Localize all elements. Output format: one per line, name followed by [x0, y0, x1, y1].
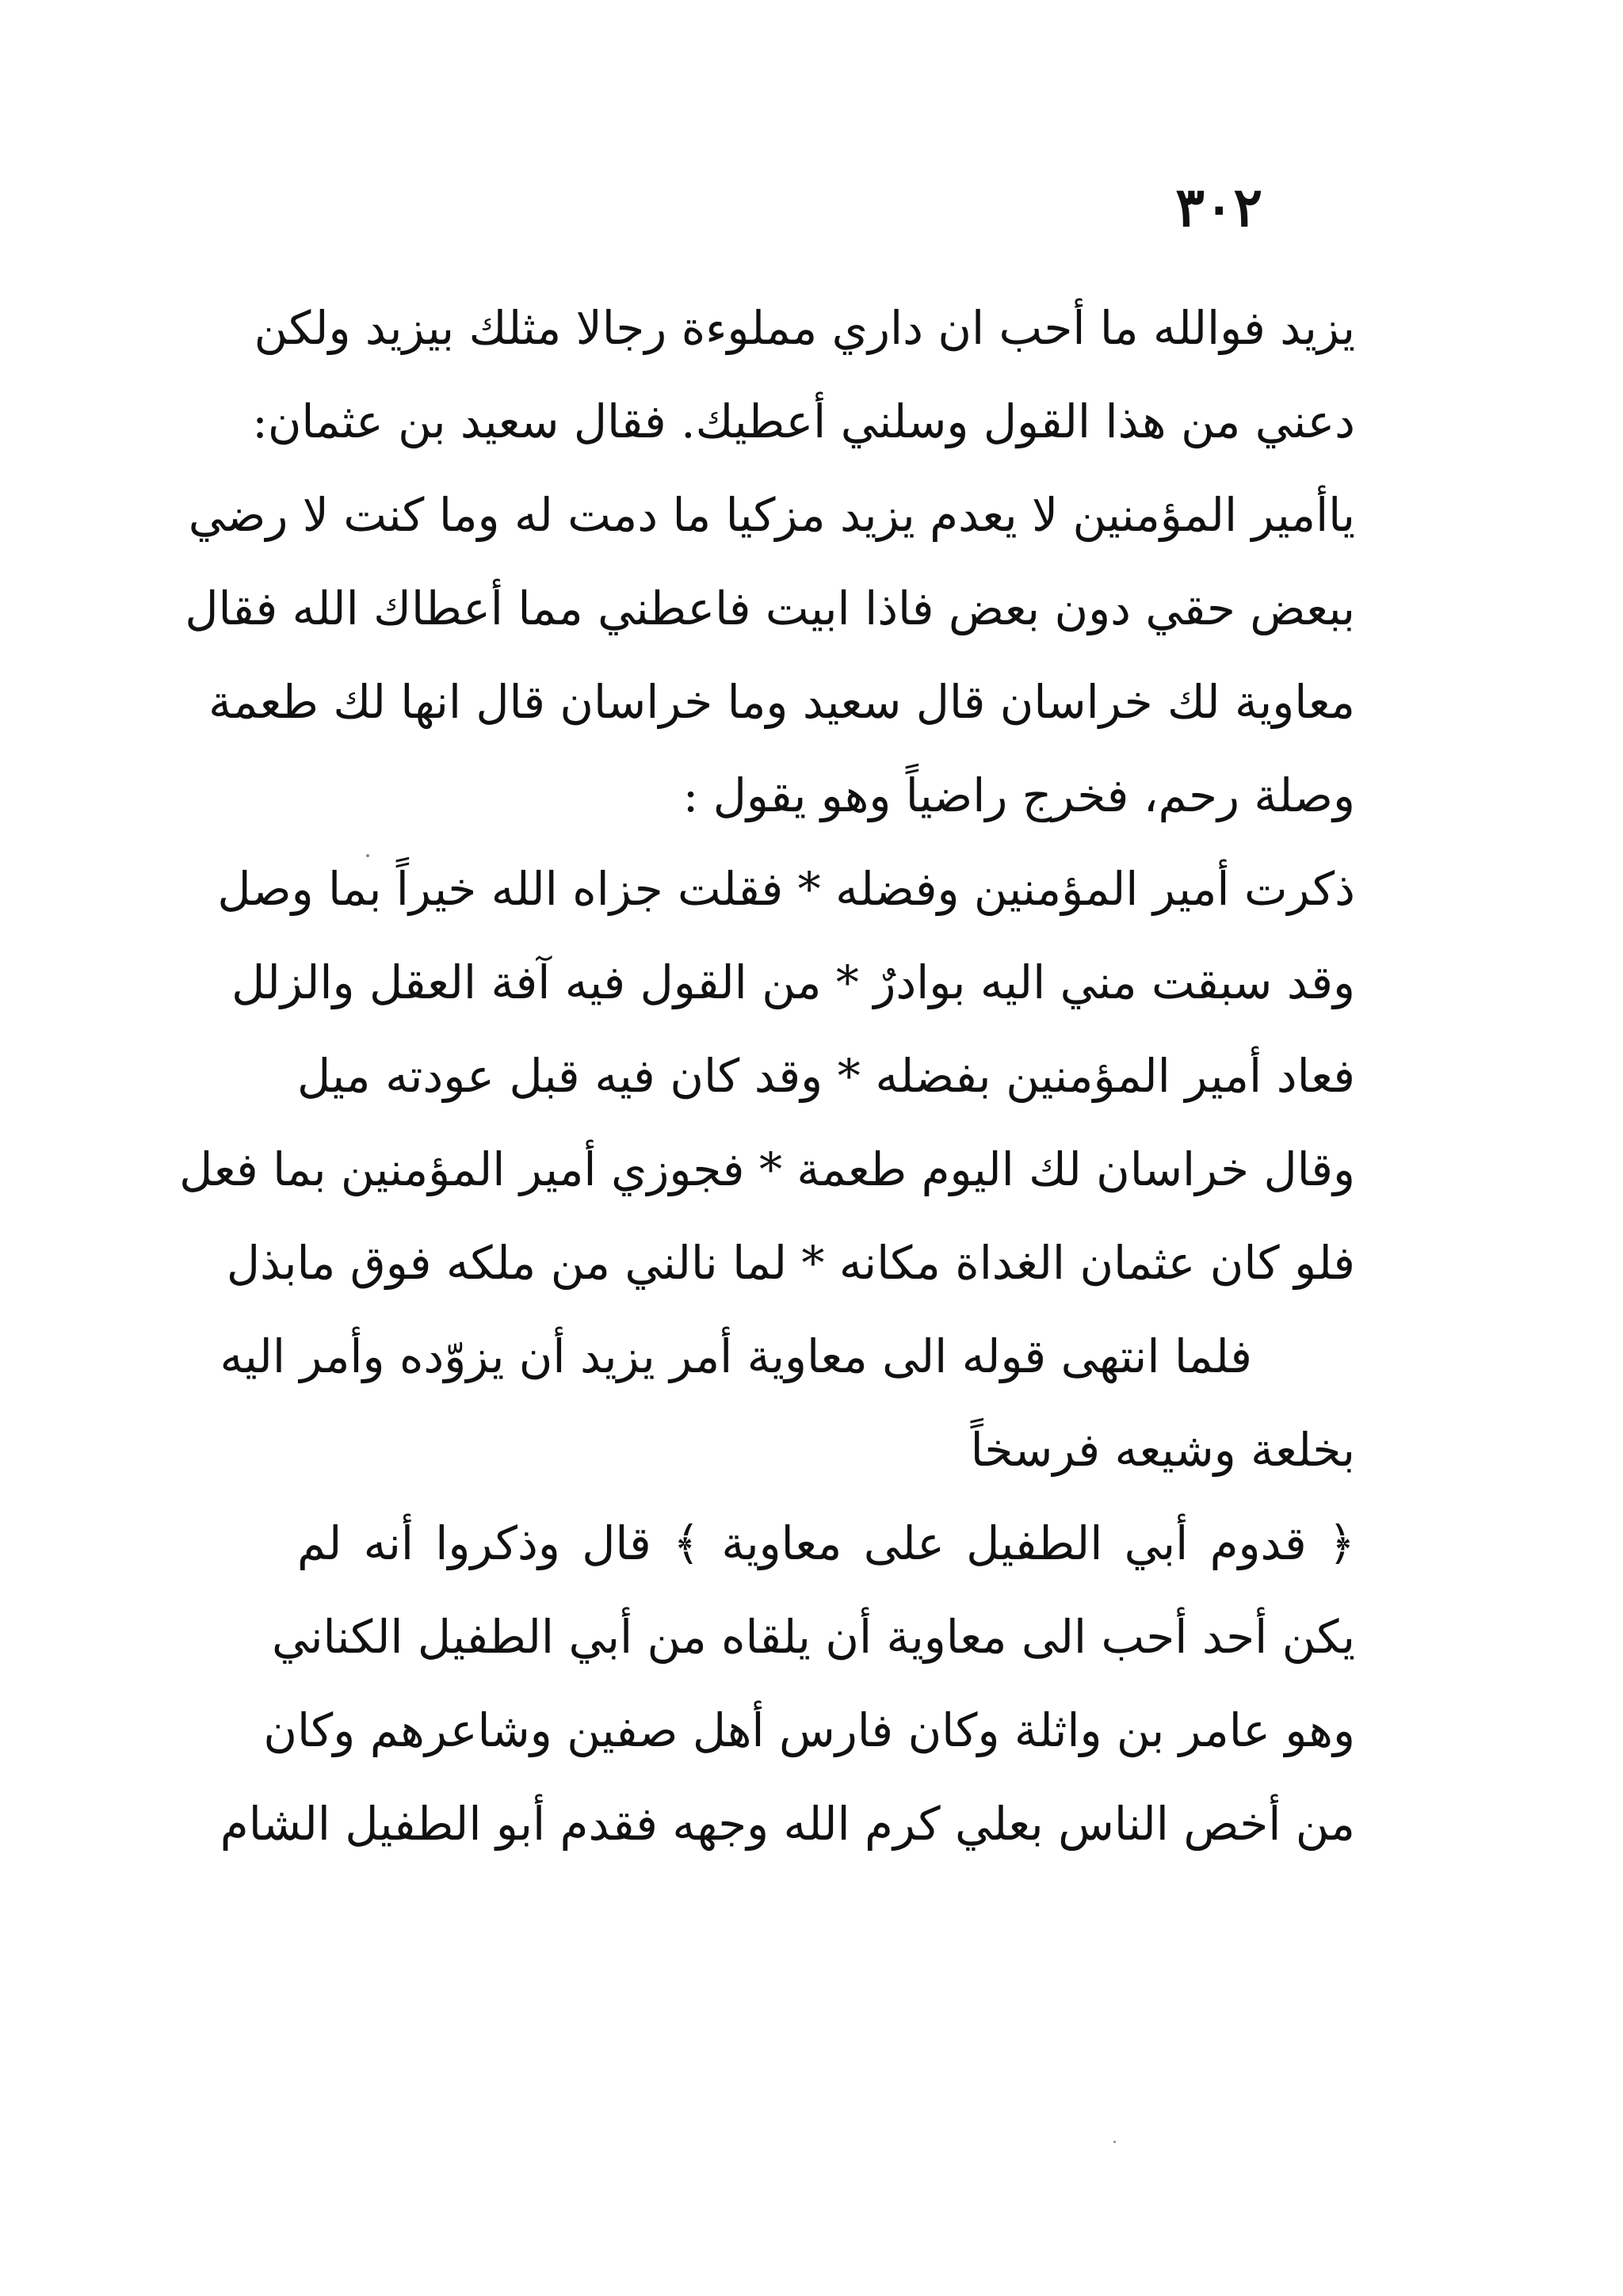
section-heading-line: ﴿ قدوم أبي الطفيل على معاوية ﴾ قال وذكروا أنه لم: [297, 1516, 1355, 1570]
poem-verse: ذكرت أمير المؤمنين وفضله * فقلت جزاه الله خيراً بما وصل: [217, 862, 1355, 916]
poem-verse: فعاد أمير المؤمنين بفضله * وقد كان فيه قبل عودته ميل: [297, 1049, 1355, 1103]
scan-speck: [366, 854, 369, 857]
text-line: بخلعة وشيعه فرسخاً: [970, 1423, 1355, 1477]
text-line: وهو عامر بن واثلة وكان فارس أهل صفين وشاعرهم وكان: [263, 1703, 1355, 1757]
poem-verse: وقال خراسان لك اليوم طعمة * فجوزي أمير المؤمنين بما فعل: [179, 1142, 1355, 1196]
poem-verse: وقد سبقت مني اليه بوادرٌ * من القول فيه آفة العقل والزلل: [231, 955, 1355, 1009]
text-line: فلما انتهى قوله الى معاوية أمر يزيد أن يزوّده وأمر اليه: [220, 1329, 1252, 1383]
text-line: معاوية لك خراسان قال سعيد وما خراسان قال انها لك طعمة: [208, 675, 1355, 729]
text-line: ببعض حقي دون بعض فاذا ابيت فاعطني مما أعطاك الله فقال: [185, 582, 1355, 635]
page-number: ٣٠٢: [1175, 176, 1262, 239]
poem-verse: فلو كان عثمان الغداة مكانه * لما نالني من ملكه فوق مابذل: [226, 1236, 1355, 1290]
text-line: ياأمير المؤمنين لا يعدم يزيد مزكيا ما دمت له وما كنت لا رضي: [188, 488, 1355, 542]
text-body: [179, 281, 1355, 1871]
scan-speck: [1113, 2141, 1116, 2143]
text-line: دعني من هذا القول وسلني أعطيك. فقال سعيد بن عثمان:: [252, 395, 1355, 448]
text-line: يكن أحد أحب الى معاوية أن يلقاه من أبي الطفيل الكناني: [272, 1610, 1355, 1664]
text-line: من أخص الناس بعلي كرم الله وجهه فقدم أبو الطفيل الشام: [220, 1797, 1355, 1851]
text-line: وصلة رحم، فخرج راضياً وهو يقول :: [682, 769, 1355, 822]
text-line: يزيد فوالله ما أحب ان داري مملوءة رجالا مثلك بيزيد ولكن: [254, 301, 1355, 355]
